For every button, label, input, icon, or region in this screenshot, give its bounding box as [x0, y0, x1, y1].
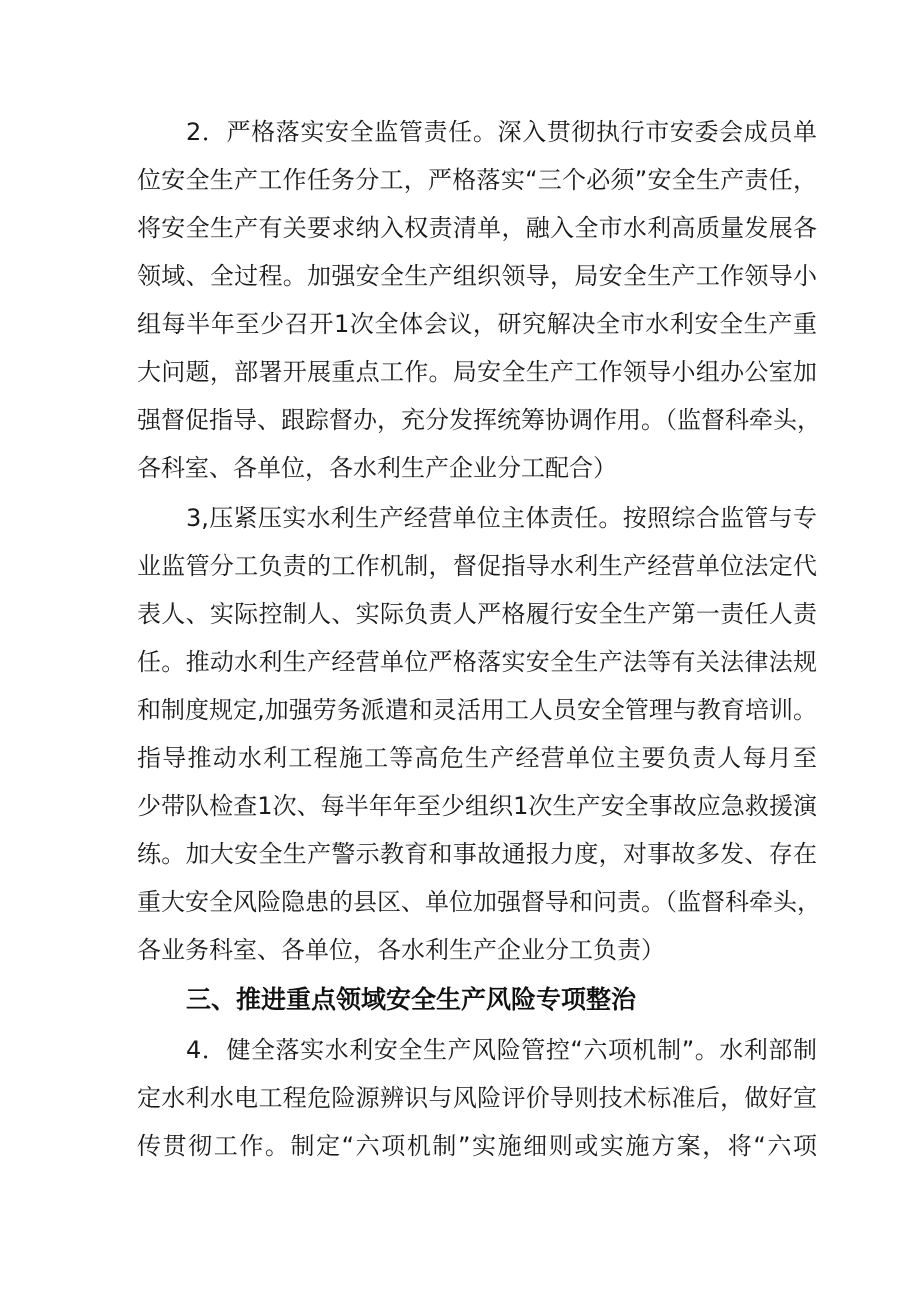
text-line: 任。推动水利生产经营单位严格落实安全生产法等有关法律法规 [137, 648, 817, 676]
text-line: 大问题，部署开展重点工作。局安全生产工作领导小组办公室加 [137, 358, 817, 386]
text-line: 重大安全风险隐患的县区、单位加强督导和问责。（监督科牵头， [137, 888, 821, 916]
text-line: 强督促指导、跟踪督办，充分发挥统筹协调作用。（监督科牵头， [137, 406, 821, 434]
text-line: 各科室、各单位，各水利生产企业分工配合） [137, 454, 617, 482]
text-line: 领域、全过程。加强安全生产组织领导，局安全生产工作领导小 [137, 262, 817, 290]
text-line: 表人、实际控制人、实际负责人严格履行安全生产第一责任人责 [137, 600, 817, 628]
text-line: 定水利水电工程危险源辨识与风险评价导则技术标准后，做好宣 [137, 1084, 817, 1112]
text-line: 少带队检查1次、每半年年至少组织1次生产安全事故应急救援演 [137, 792, 817, 820]
text-line: 3,压紧压实水利生产经营单位主体责任。按照综合监管与专 [186, 504, 817, 532]
text-line: 业监管分工负责的工作机制，督促指导水利生产经营单位法定代 [137, 552, 817, 580]
section-heading: 三、推进重点领域安全生产风险专项整治 [186, 985, 637, 1014]
text-line: 组每半年至少召开1次全体会议，研究解决全市水利安全生产重 [137, 310, 817, 338]
text-line: 各业务科室、各单位，各水利生产企业分工负责） [137, 936, 665, 964]
text-line: 2．严格落实安全监管责任。深入贯彻执行市安委会成员单 [186, 118, 817, 146]
text-line: 指导推动水利工程施工等高危生产经营单位主要负责人每月至 [137, 744, 817, 772]
text-line: 位安全生产工作任务分工，严格落实“三个必须”安全生产责任， [137, 166, 817, 194]
text-line: 4．健全落实水利安全生产风险管控“六项机制”。水利部制 [186, 1036, 817, 1064]
text-line: 将安全生产有关要求纳入权责清单，融入全市水利高质量发展各 [137, 214, 817, 242]
text-line: 练。加大安全生产警示教育和事故通报力度，对事故多发、存在 [137, 840, 817, 868]
text-line: 和制度规定,加强劳务派遣和灵活用工人员安全管理与教育培训。 [137, 696, 817, 724]
text-line: 传贯彻工作。制定“六项机制”实施细则或实施方案，将“六项 [137, 1132, 817, 1160]
